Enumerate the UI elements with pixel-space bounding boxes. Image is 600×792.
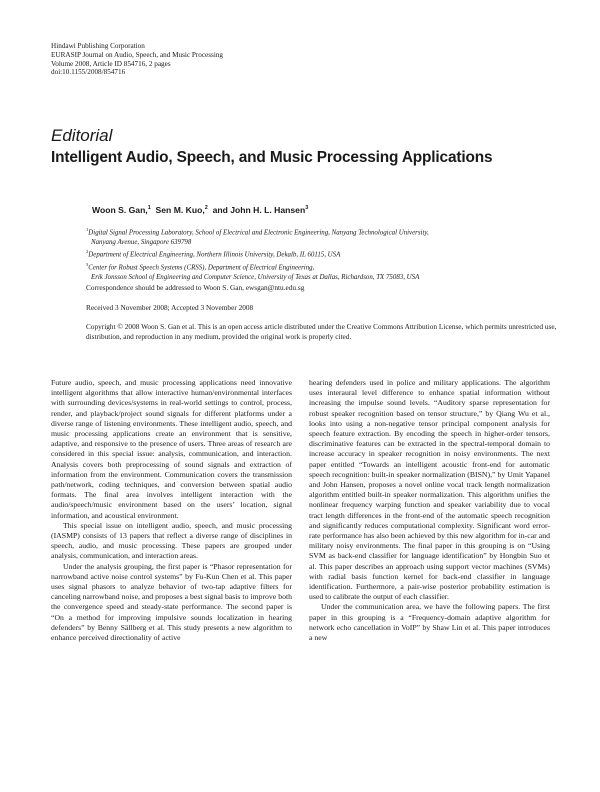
author-name: and John H. L. Hansen — [212, 205, 306, 215]
affiliation: $^2$Department of Electrical Engineering, Northern Illinois University, Dekalb, IL 60115, USA — [86, 249, 341, 259]
article-section: Editorial — [51, 126, 113, 145]
body-paragraph: Under the analysis grouping, the first paper is “Phasor representation for narrowband active noise control systems” by Fu-Kun Chen et al. This paper uses signal phasors to analyze behavior of two-tap adaptive filters for canceling narrowband noise, and proposes a best signal basis to improve both the convergence speed and steady-state performance. The second paper is “On a method for improving impulsive sounds localization in hearing defenders” by Benny Sällberg et al. This study presents a new algorithm to enhance perceived directionality of active — [51, 561, 292, 643]
body-column-left — [51, 378, 292, 643]
doi[interactable]: doi:10.1155/2008/854716 — [51, 68, 126, 77]
journal-header — [51, 42, 223, 77]
body-column-right — [309, 378, 550, 643]
author-name: Sen M. Kuo, — [155, 205, 205, 215]
author-affiliation-mark: 2 — [204, 205, 208, 212]
affiliation-continued: Erik Jonsson School of Engineering and Computer Science, University of Texas at Dallas, Richardson, TX 75083, USA — [91, 274, 420, 282]
body-paragraph: This special issue on intelligent audio, speech, and music processing (IASMP) consists of 13 papers that reflect a diverse range of disciplines in speech, audio, and music processing. These papers are grouped under analysis, communication, and interaction areas. — [51, 520, 292, 561]
copyright-notice: Copyright © 2008 Woon S. Gan et al. This is an open access article distributed under the Creative Commons Attribution License, which permits unrestricted use, distribution, and reproduction in any medium, provided the original work is properly cited. — [86, 322, 557, 341]
journal-name: EURASIP Journal on Audio, Speech, and Music Processing — [51, 50, 224, 59]
volume-info: Volume 2008, Article ID 854716, 2 pages — [51, 59, 171, 68]
received-dates: Received 3 November 2008; Accepted 3 November 2008 — [86, 303, 254, 312]
affiliation-continued: Nanyang Avenue, Singapore 639798 — [91, 238, 192, 246]
author-affiliation-mark: 1 — [147, 205, 151, 212]
article-title: Intelligent Audio, Speech, and Music Processing Applications — [51, 149, 493, 166]
body-paragraph: hearing defenders used in police and military applications. The algorithm uses interaural level difference to enhance spatial information without increasing the impulse sound levels. “Auditory sparse representation for robust speaker recognition based on tensor structure,” by Qiang Wu et al., looks into using a non-negative tensor principal component analysis for speech feature extraction. By encoding the speech in higher-order tensors, discriminative features can be extracted in the spectral-temporal domain to increase accuracy in speaker recognition in noisy environments. The next paper entitled “Towards an intelligent acoustic front-end for automatic speech recognition: built-in speaker normalization (BISN),” by Umit Yapanel and John Hansen, proposes a novel online vocal track length normalization algorithm entitled built-in speaker normalization. This algorithm unifies the nonlinear frequency warping function and speaker variability due to vocal tract length differences in the front-end of the automatic speech recognition and significantly reduces computational complexity. Significant word error-rate performance has also been achieved by this new algorithm for in-car and military noisy environments. The final paper in this grouping is on “Using SVM as back-end classifier for language identification” by Hongbin Suo et al. This paper describes an approach using support vector machines (SVMs) with radial basis function kernel for back-end classifier in language identification. Furthermore, a pair-wise posterior probability estimation is used to calibrate the output of each classifier. — [309, 378, 550, 602]
body-paragraph: Future audio, speech, and music processing applications need innovative intelligent algorithms that allow interactive human/environmental interfaces with surrounding devices/systems in real-world settings to control, process, render, and playback/project sound signals for different platforms under a diverse range of listening environments. These intelligent audio, speech, and music processing applications create an environment that is sensitive, adaptive, and responsive to the presence of users. Three areas of research are considered in this special issue: analysis, communication, and interaction. Analysis covers both preprocessing of sound signals and extraction of information from the environment. Communication covers the transmission path/network, coding techniques, and conversion between spatial audio formats. The final area involves intelligent interaction with the audio/speech/music environment based on the users’ location, signal information, and acoustical environment. — [51, 378, 292, 520]
affiliation: $^3$Center for Robust Speech Systems (CRSS), Department of Electrical Engineering, — [86, 262, 315, 272]
publisher: Hindawi Publishing Corporation — [51, 42, 145, 50]
affiliations — [86, 225, 566, 283]
body-paragraph: Under the communication area, we have the following papers. The first paper in this grouping is a “Frequency-domain adaptive algorithm for network echo cancellation in VoIP” by Shaw Lin et al. This paper introduces a new — [309, 602, 550, 643]
affiliation: $^1$Digital Signal Processing Laboratory, School of Electrical and Electronic Engineering, Nanyang Technological University, — [86, 227, 429, 237]
author-name: Woon S. Gan, — [92, 205, 148, 215]
author-affiliation-mark: 3 — [305, 205, 309, 212]
author-list — [92, 205, 308, 215]
correspondence: Correspondence should be addressed to Woon S. Gan, ewsgan@ntu.edu.sg — [86, 283, 305, 292]
